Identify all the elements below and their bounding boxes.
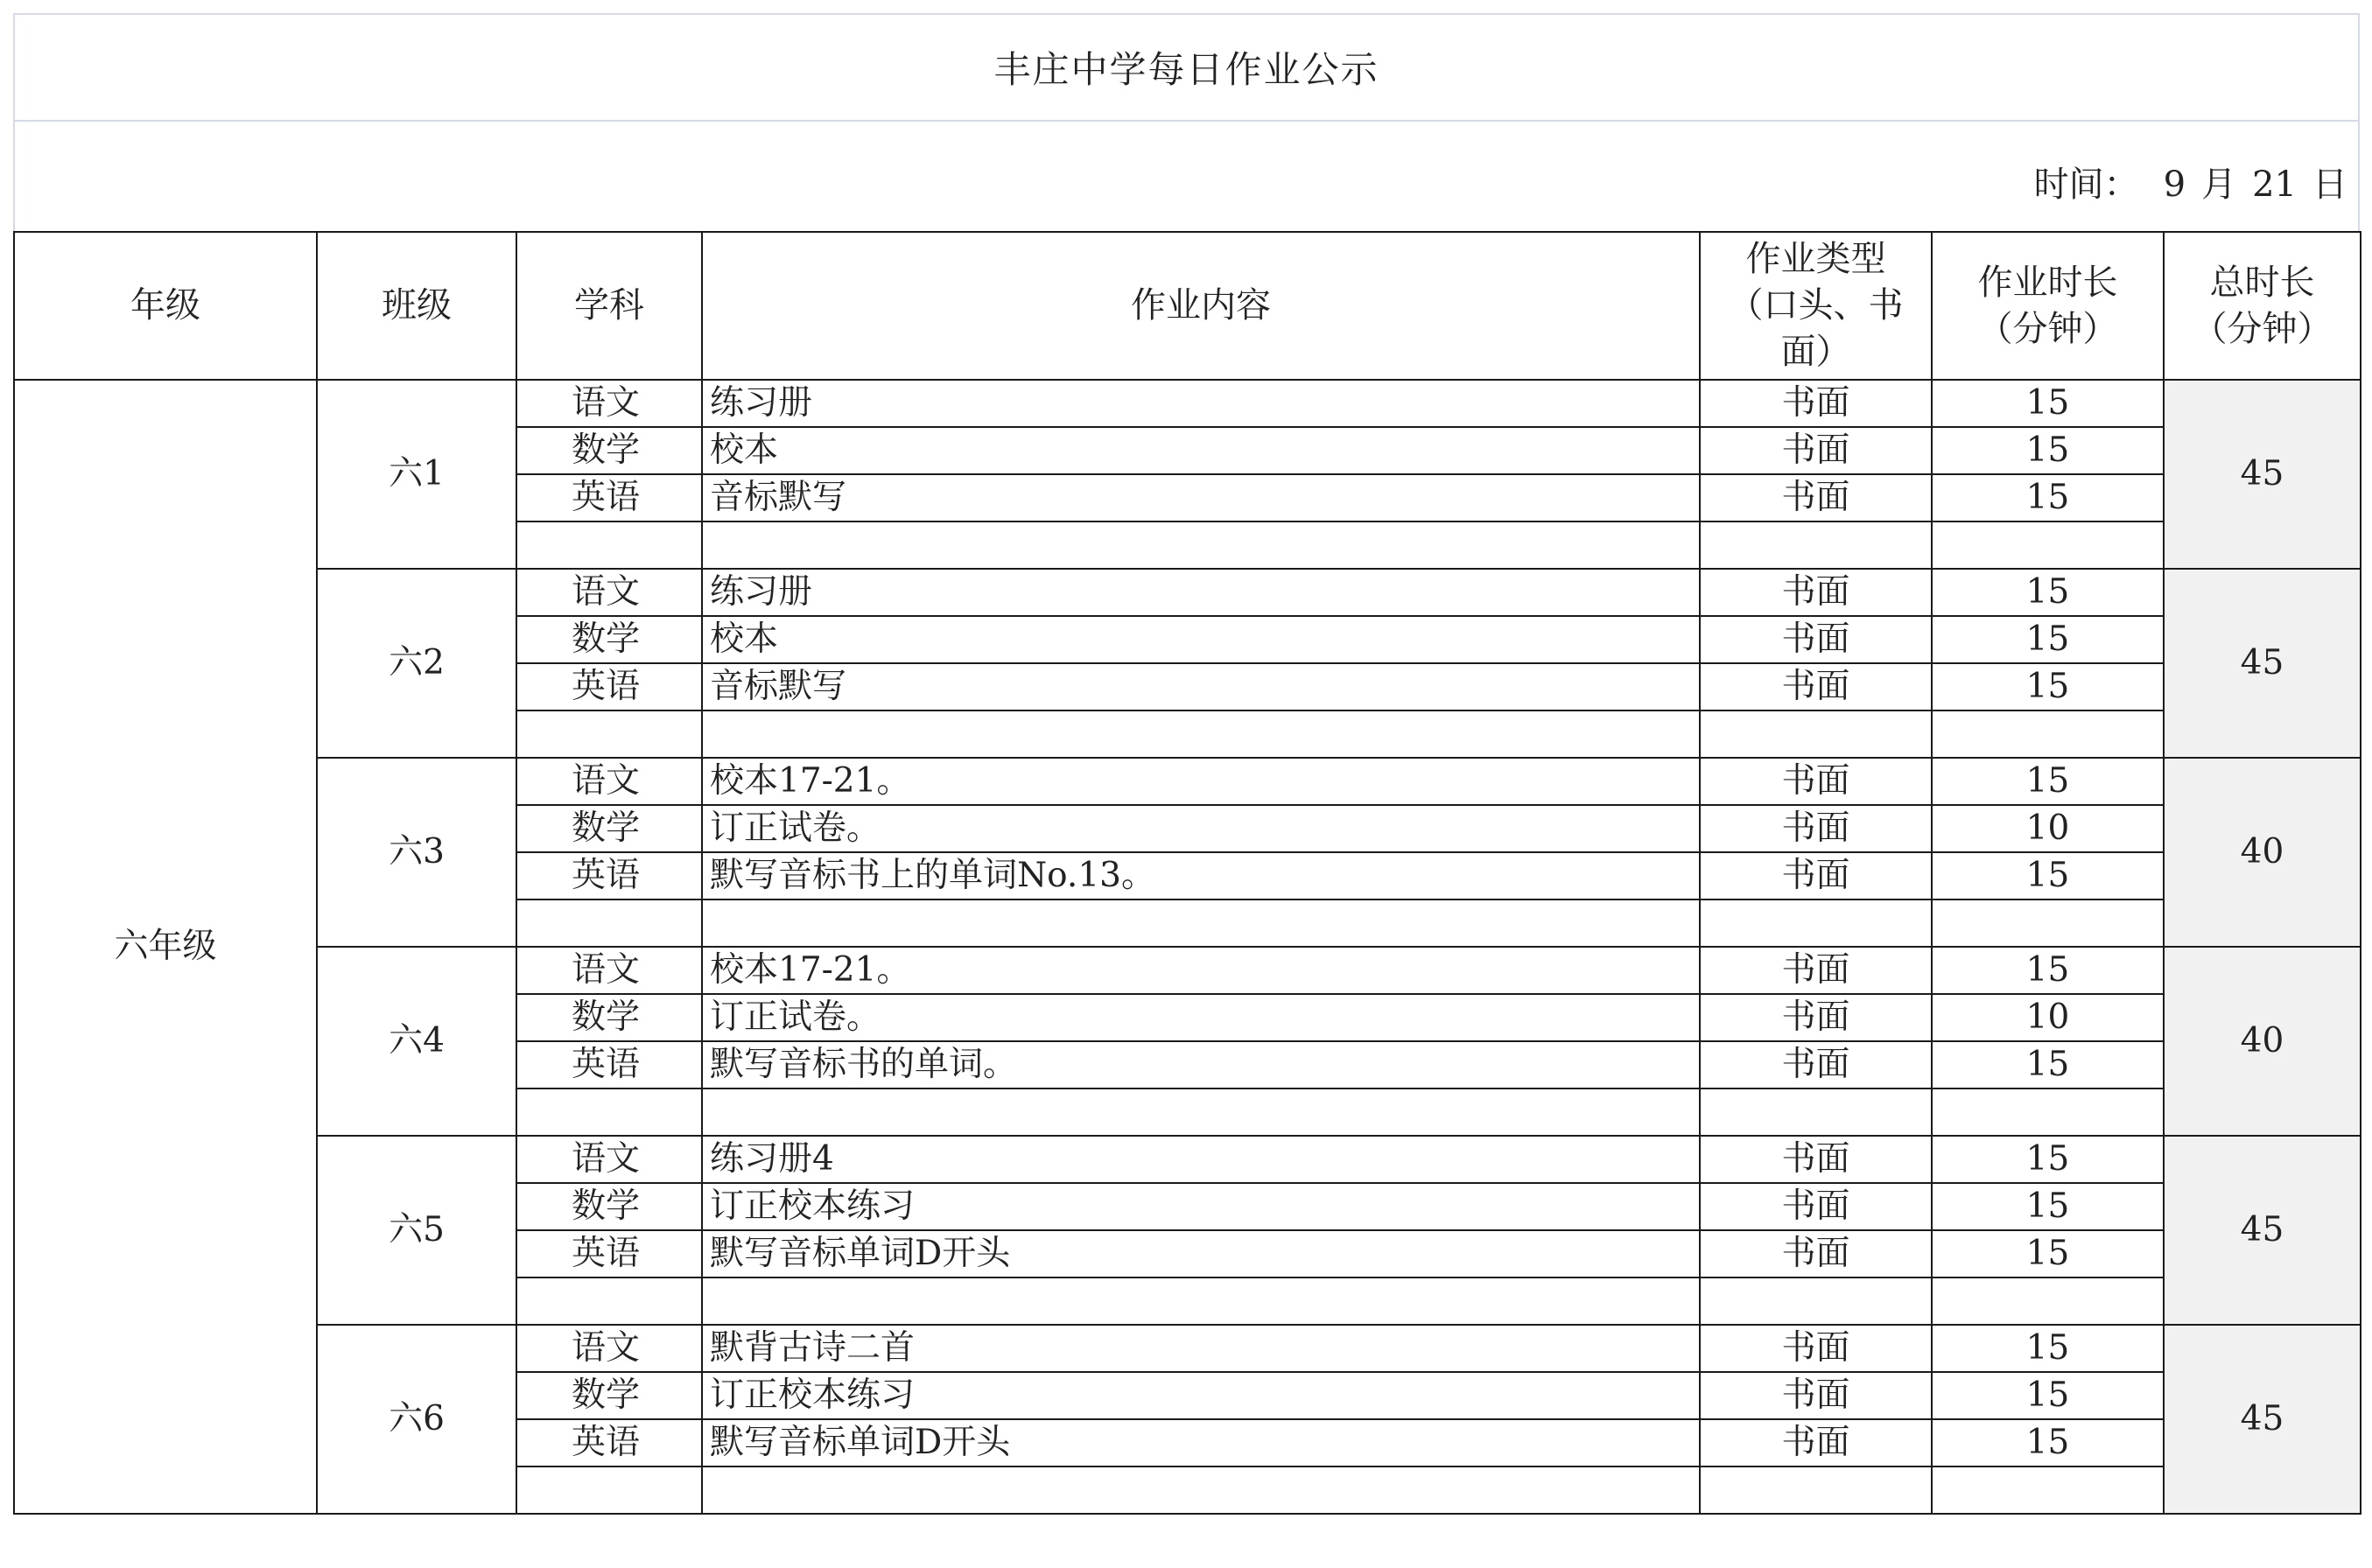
- total-cell: 45: [2164, 569, 2361, 758]
- subject-cell: 英语: [516, 1041, 702, 1088]
- minutes-cell: [1932, 900, 2164, 947]
- minutes-cell: [1932, 1088, 2164, 1136]
- content-cell: 校本17-21。: [702, 947, 1700, 994]
- type-cell: 书面: [1700, 947, 1932, 994]
- content-cell: 订正校本练习: [702, 1183, 1700, 1230]
- type-cell: 书面: [1700, 663, 1932, 710]
- date-month-unit: 月: [2201, 164, 2237, 205]
- type-cell: 书面: [1700, 758, 1932, 805]
- content-cell: 练习册: [702, 569, 1700, 616]
- minutes-cell: 15: [1932, 474, 2164, 522]
- total-cell: 40: [2164, 947, 2361, 1136]
- type-cell: 书面: [1700, 1136, 1932, 1183]
- class-cell: 六1: [317, 380, 516, 569]
- content-cell: 校本: [702, 616, 1700, 663]
- type-cell: [1700, 522, 1932, 569]
- type-cell: 书面: [1700, 427, 1932, 474]
- subject-cell: 英语: [516, 1419, 702, 1466]
- subject-cell: 语文: [516, 758, 702, 805]
- subject-cell: 语文: [516, 1325, 702, 1372]
- minutes-cell: 15: [1932, 1230, 2164, 1278]
- type-cell: 书面: [1700, 994, 1932, 1041]
- minutes-cell: 15: [1932, 380, 2164, 427]
- subject-cell: 数学: [516, 616, 702, 663]
- content-cell: 默写音标单词D开头: [702, 1230, 1700, 1278]
- type-cell: 书面: [1700, 1372, 1932, 1419]
- subject-cell: 数学: [516, 1183, 702, 1230]
- type-cell: 书面: [1700, 569, 1932, 616]
- minutes-cell: 15: [1932, 1419, 2164, 1466]
- date-day: 21: [2252, 164, 2297, 205]
- type-cell: [1700, 1088, 1932, 1136]
- table-row: [14, 380, 2361, 427]
- minutes-cell: 15: [1932, 1372, 2164, 1419]
- subject-cell: 英语: [516, 474, 702, 522]
- content-cell: 练习册4: [702, 1136, 1700, 1183]
- content-cell: [702, 1466, 1700, 1514]
- type-cell: 书面: [1700, 852, 1932, 900]
- type-cell: 书面: [1700, 616, 1932, 663]
- minutes-cell: 10: [1932, 994, 2164, 1041]
- table-row: [14, 758, 2361, 805]
- content-cell: 订正校本练习: [702, 1372, 1700, 1419]
- type-cell: 书面: [1700, 1230, 1932, 1278]
- date-band: [13, 122, 2360, 231]
- table-row: [14, 569, 2361, 616]
- minutes-cell: 15: [1932, 663, 2164, 710]
- type-cell: [1700, 900, 1932, 947]
- subject-cell: [516, 1088, 702, 1136]
- minutes-cell: 15: [1932, 427, 2164, 474]
- content-cell: 订正试卷。: [702, 994, 1700, 1041]
- content-cell: 默背古诗二首: [702, 1325, 1700, 1372]
- table-row: [14, 947, 2361, 994]
- content-cell: 练习册: [702, 380, 1700, 427]
- subject-cell: 英语: [516, 1230, 702, 1278]
- minutes-cell: 10: [1932, 805, 2164, 852]
- content-cell: 默写音标书上的单词No.13。: [702, 852, 1700, 900]
- content-cell: [702, 900, 1700, 947]
- content-cell: [702, 1088, 1700, 1136]
- class-cell: 六5: [317, 1136, 516, 1325]
- content-cell: [702, 710, 1700, 758]
- type-cell: 书面: [1700, 1183, 1932, 1230]
- minutes-cell: [1932, 1278, 2164, 1325]
- type-cell: 书面: [1700, 805, 1932, 852]
- subject-cell: 数学: [516, 994, 702, 1041]
- header-content: 作业内容: [702, 232, 1700, 380]
- content-cell: 默写音标单词D开头: [702, 1419, 1700, 1466]
- content-cell: 音标默写: [702, 663, 1700, 710]
- type-cell: 书面: [1700, 1041, 1932, 1088]
- type-cell: 书面: [1700, 474, 1932, 522]
- minutes-cell: 15: [1932, 1136, 2164, 1183]
- minutes-cell: 15: [1932, 569, 2164, 616]
- minutes-cell: 15: [1932, 758, 2164, 805]
- type-cell: [1700, 1466, 1932, 1514]
- minutes-cell: 15: [1932, 1183, 2164, 1230]
- subject-cell: 语文: [516, 380, 702, 427]
- subject-cell: 数学: [516, 1372, 702, 1419]
- subject-cell: 语文: [516, 1136, 702, 1183]
- subject-cell: [516, 900, 702, 947]
- header-row: [14, 232, 2361, 380]
- type-cell: 书面: [1700, 1419, 1932, 1466]
- type-cell: 书面: [1700, 380, 1932, 427]
- subject-cell: 数学: [516, 427, 702, 474]
- content-cell: [702, 522, 1700, 569]
- subject-cell: [516, 1466, 702, 1514]
- type-cell: 书面: [1700, 1325, 1932, 1372]
- minutes-cell: [1932, 710, 2164, 758]
- content-cell: 音标默写: [702, 474, 1700, 522]
- total-cell: 40: [2164, 758, 2361, 947]
- subject-cell: 英语: [516, 663, 702, 710]
- content-cell: 默写音标书的单词。: [702, 1041, 1700, 1088]
- class-cell: 六4: [317, 947, 516, 1136]
- type-cell: [1700, 710, 1932, 758]
- minutes-cell: 15: [1932, 1041, 2164, 1088]
- header-total: 总时长（分钟）: [2164, 232, 2361, 380]
- homework-table: [13, 231, 2361, 1515]
- date-line: [2034, 157, 2347, 206]
- table-row: [14, 1325, 2361, 1372]
- minutes-cell: 15: [1932, 616, 2164, 663]
- header-subject: 学科: [516, 232, 702, 380]
- date-label: 时间：: [2033, 164, 2139, 205]
- subject-cell: 语文: [516, 947, 702, 994]
- table-row: [14, 1136, 2361, 1183]
- class-cell: 六3: [317, 758, 516, 947]
- total-cell: 45: [2164, 1325, 2361, 1514]
- header-duration: 作业时长（分钟）: [1932, 232, 2164, 380]
- content-cell: 校本: [702, 427, 1700, 474]
- minutes-cell: 15: [1932, 1325, 2164, 1372]
- grade-cell: 六年级: [14, 380, 317, 1514]
- sheet-title: 丰庄中学每日作业公示: [13, 13, 2360, 122]
- minutes-cell: 15: [1932, 852, 2164, 900]
- header-type: 作业类型（口头、书面）: [1700, 232, 1932, 380]
- subject-cell: [516, 1278, 702, 1325]
- content-cell: [702, 1278, 1700, 1325]
- subject-cell: 英语: [516, 852, 702, 900]
- subject-cell: 语文: [516, 569, 702, 616]
- date-month: 9: [2163, 164, 2186, 205]
- total-cell: 45: [2164, 380, 2361, 569]
- subject-cell: 数学: [516, 805, 702, 852]
- minutes-cell: 15: [1932, 947, 2164, 994]
- minutes-cell: [1932, 1466, 2164, 1514]
- class-cell: 六6: [317, 1325, 516, 1514]
- subject-cell: [516, 710, 702, 758]
- table-body: [14, 380, 2361, 1514]
- header-class: 班级: [317, 232, 516, 380]
- header-grade: 年级: [14, 232, 317, 380]
- content-cell: 订正试卷。: [702, 805, 1700, 852]
- type-cell: [1700, 1278, 1932, 1325]
- class-cell: 六2: [317, 569, 516, 758]
- content-cell: 校本17-21。: [702, 758, 1700, 805]
- subject-cell: [516, 522, 702, 569]
- date-day-unit: 日: [2312, 164, 2347, 205]
- total-cell: 45: [2164, 1136, 2361, 1325]
- minutes-cell: [1932, 522, 2164, 569]
